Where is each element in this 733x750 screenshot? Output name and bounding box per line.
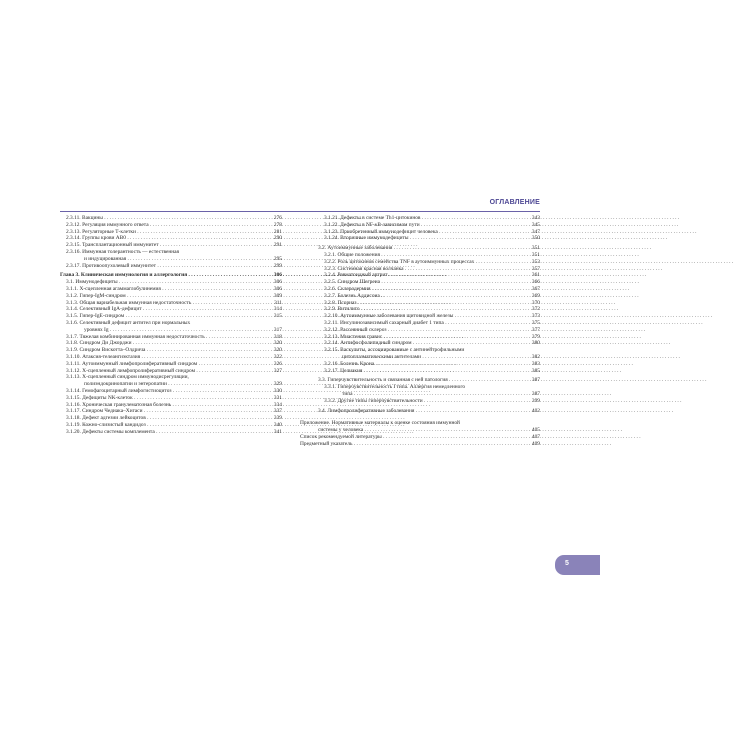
toc-entry bbox=[318, 215, 540, 222]
toc-entry bbox=[60, 242, 282, 249]
toc-entry-title: 3.1.17. Синдром Чедиака–Хигаси . . . bbox=[66, 408, 267, 415]
toc-entry-title: системы у человека . . . bbox=[318, 427, 525, 434]
toc-entry-page: 322 bbox=[273, 353, 282, 360]
toc-entry bbox=[318, 347, 540, 354]
toc-entry bbox=[60, 293, 282, 300]
toc-column-right bbox=[300, 215, 540, 448]
toc-entry-page: 379 bbox=[531, 333, 540, 340]
toc-entry bbox=[318, 354, 540, 361]
toc-entry-title: 3.1.6. Селективный дефицит антител при нормальных bbox=[66, 319, 191, 326]
toc-entry-page: 343 bbox=[531, 215, 540, 221]
toc-entry bbox=[60, 422, 282, 429]
toc-entry bbox=[60, 327, 282, 334]
toc-entry-title: 3.2.1. Общие положения . . . bbox=[324, 252, 525, 259]
toc-entry-title: 2.3.13. Регуляторные Т-клетки . . . bbox=[66, 229, 267, 236]
toc-entry-page: 340 bbox=[273, 421, 282, 428]
toc-entry-page: 387 bbox=[531, 390, 540, 397]
toc-entry bbox=[60, 215, 282, 222]
toc-entry bbox=[60, 306, 282, 313]
toc-entry-page: 350 bbox=[531, 235, 540, 242]
toc-entry bbox=[60, 381, 282, 388]
toc-entry-page: 281 bbox=[273, 228, 282, 235]
toc-entry-page: 318 bbox=[273, 333, 282, 340]
toc-entry-title: 3.1. Иммунодефициты . . . bbox=[66, 279, 267, 286]
toc-entry-page: 353 bbox=[531, 258, 540, 265]
toc-entry-page: 315 bbox=[273, 313, 282, 320]
toc-entry bbox=[318, 320, 540, 327]
toc-entry-page: 331 bbox=[273, 394, 282, 401]
toc-entry-title: 3.2.5. Синдром Шегрена . . . bbox=[324, 279, 525, 286]
toc-entry-page: 409 bbox=[531, 440, 540, 447]
toc-entry-title: 3.2.17. Целиакия . . . bbox=[324, 368, 525, 375]
toc-entry-page: 314 bbox=[273, 306, 282, 313]
toc-entry bbox=[60, 256, 282, 263]
toc-entry bbox=[60, 263, 282, 270]
toc-entry bbox=[60, 222, 282, 229]
toc-entry-title: 3.2.4. Ревматоидный артрит . . . bbox=[324, 272, 525, 279]
toc-entry-title: 3.1.12. Х-сцепленный лимфопролиферативный синдром . . . bbox=[66, 368, 267, 375]
toc-entry-title: 3.1.14. Гемофагоцитарный лимфогистиоцитоз . . . bbox=[66, 388, 267, 395]
toc-entry-page: 299 bbox=[273, 262, 282, 269]
toc-entry-title: Приложение. Нормативные материалы к оценке состояния иммунной bbox=[300, 420, 460, 427]
toc-column-left bbox=[60, 215, 282, 436]
toc-entry bbox=[60, 320, 282, 327]
toc-entry-title: полиэндокринопатии и энтеропатии . . . bbox=[84, 381, 267, 388]
toc-entry-title: 3.2.8. Псориаз . . . bbox=[324, 300, 525, 307]
toc-entry-page: 339 bbox=[273, 415, 282, 422]
toc-entry bbox=[318, 427, 540, 434]
toc-entry-page: 369 bbox=[531, 292, 540, 299]
toc-entry-title: уровнях Ig . . . bbox=[84, 327, 267, 334]
toc-entry-page: 351 bbox=[531, 251, 540, 258]
toc-entry-page: 290 bbox=[273, 235, 282, 242]
toc-entry-title: 3.1.20. Дефекты системы комплемента . . . bbox=[66, 429, 267, 436]
toc-entry-page: 345 bbox=[531, 221, 540, 228]
toc-entry-page: 329 bbox=[273, 381, 282, 388]
toc-entry-title: 3.1.24. Вторичные иммунодефициты . . . bbox=[324, 235, 525, 242]
toc-entry-title: 3.1.11. Аутоиммунный лимфопролиферативный синдром . . . bbox=[66, 361, 267, 368]
toc-entry-page: 337 bbox=[273, 408, 282, 415]
toc-entry-page: 295 bbox=[273, 255, 282, 262]
toc-entry-title: 3.3.1. Гиперчувствительность I типа. Аллергия немедленного bbox=[324, 384, 466, 391]
toc-entry-page: 377 bbox=[531, 326, 540, 333]
toc-entry bbox=[318, 384, 540, 391]
toc-entry bbox=[318, 252, 540, 259]
section-header bbox=[60, 199, 540, 212]
toc-entry-title: 3.2.14. Антифосфолипидный синдром . . . bbox=[324, 340, 525, 347]
toc-entry bbox=[60, 415, 282, 422]
toc-entry-page: 326 bbox=[273, 360, 282, 367]
toc-entry-title: цитоплазматическими антителами . . . bbox=[342, 354, 525, 361]
toc-entry-title: 3.2. Аутоиммунные заболевания . . . bbox=[318, 245, 525, 252]
toc-entry bbox=[318, 293, 540, 300]
toc-entry bbox=[60, 361, 282, 368]
toc-entry-title: 3.1.1. Х-сцепленная агаммаглобулинемия . . . bbox=[66, 286, 267, 293]
toc-entry-title: Список рекомендуемой литературы . . . bbox=[300, 434, 525, 441]
toc-entry bbox=[318, 398, 540, 405]
toc-entry bbox=[60, 279, 282, 286]
toc-entry bbox=[318, 222, 540, 229]
section-title: ОГЛАВЛЕНИЕ bbox=[489, 199, 540, 206]
toc-entry-title: 3.1.2. Гипер-IgM-синдром . . . bbox=[66, 293, 267, 300]
toc-entry-title: 3.2.11. Инсулинозависимый сахарный диабет 1 типа . . . bbox=[324, 320, 525, 327]
toc-entry bbox=[60, 286, 282, 293]
toc-entry-page: 306 bbox=[273, 272, 282, 279]
toc-entry-page: 382 bbox=[531, 353, 540, 360]
toc-entry-title: 3.1.7. Тяжелая комбинированная иммунная недостаточность . . . bbox=[66, 334, 267, 341]
toc-entry-title: 3.2.7. Болезнь Аддисона . . . bbox=[324, 293, 525, 300]
toc-entry-page: 320 bbox=[273, 340, 282, 347]
toc-entry-title: 3.1.13. Х-сцепленный синдром иммунодисрегуляции, bbox=[66, 374, 189, 381]
toc-entry-title: 3.1.15. Дефициты NK-клеток . . . bbox=[66, 395, 267, 402]
toc-entry-title: 3.1.3. Общая вариабельная иммунная недостаточность . . . bbox=[66, 300, 267, 307]
toc-entry-page: 351 bbox=[531, 245, 540, 252]
toc-entry-title: 3.1.19. Кожно-слизистый кандидоз . . . bbox=[66, 422, 267, 429]
toc-entry bbox=[60, 347, 282, 354]
toc-entry-page: 399 bbox=[531, 397, 540, 404]
toc-entry-title: 3.1.18. Дефект адгезии лейкоцитов . . . bbox=[66, 415, 267, 422]
toc-entry-title: 3.2.15. Васкулиты, ассоциированные с антинейтрофильными bbox=[324, 347, 465, 354]
toc-entry-title: 3.2.12. Рассеянный склероз . . . bbox=[324, 327, 525, 334]
toc-entry-title: 3.2.10. Аутоиммунные заболевания щитовидной железы . . . bbox=[324, 313, 525, 320]
toc-entry-page: 357 bbox=[531, 265, 540, 272]
toc-entry bbox=[300, 433, 540, 441]
toc-entry bbox=[60, 334, 282, 341]
toc-entry-title: 3.3. Гиперчувствительность и связанная с ней патология . . . bbox=[318, 377, 525, 384]
page-number-tab bbox=[555, 555, 600, 575]
toc-entry bbox=[300, 440, 540, 448]
toc-entry-title: 3.2.6. Склеродермия . . . bbox=[324, 286, 525, 293]
toc-entry-page: 347 bbox=[531, 228, 540, 235]
toc-entry bbox=[318, 313, 540, 320]
toc-entry bbox=[318, 300, 540, 307]
toc-entry-page: 383 bbox=[531, 360, 540, 367]
toc-entry bbox=[60, 429, 282, 436]
toc-entry-title: 2.3.16. Иммунная толерантность — естественная bbox=[66, 248, 179, 255]
toc-entry bbox=[318, 377, 540, 384]
toc-entry-title: 3.3.2. Другие типы гиперчувствительности . . . bbox=[324, 398, 525, 405]
toc-entry bbox=[318, 272, 540, 279]
toc-entry-page: 367 bbox=[531, 285, 540, 292]
toc-entry bbox=[60, 229, 282, 236]
toc-entry-page: 327 bbox=[273, 367, 282, 374]
toc-entry bbox=[60, 354, 282, 361]
toc-entry bbox=[300, 420, 540, 427]
toc-entry bbox=[60, 249, 282, 256]
toc-entry bbox=[318, 286, 540, 293]
toc-entry bbox=[318, 235, 540, 242]
toc-entry-page: 311 bbox=[274, 299, 282, 306]
toc-entry-title: Предметный указатель . . . bbox=[300, 441, 525, 448]
toc-entry-title: 3.1.21. Дефекты в системе Th1-цитокинов . . . bbox=[324, 215, 525, 222]
toc-entry bbox=[60, 313, 282, 320]
toc-entry-title: 2.3.14. Группы крови АВ0 . . . bbox=[66, 235, 267, 242]
toc-entry bbox=[60, 402, 282, 409]
toc-entry bbox=[318, 327, 540, 334]
toc-entry-title: 3.1.10. Атаксия-телеангиэктазия . . . bbox=[66, 354, 267, 361]
toc-entry-page: 375 bbox=[531, 319, 540, 326]
toc-entry bbox=[318, 408, 540, 415]
toc-entry-page: 317 bbox=[273, 326, 282, 333]
toc-entry-title: 3.2.9. Витилиго . . . bbox=[324, 306, 525, 313]
toc-entry bbox=[318, 391, 540, 398]
toc-entry bbox=[318, 245, 540, 252]
toc-entry-page: 306 bbox=[273, 279, 282, 286]
toc-entry bbox=[318, 361, 540, 368]
toc-entry-page: 380 bbox=[531, 340, 540, 347]
toc-entry-page: 306 bbox=[273, 285, 282, 292]
toc-entry-title: типа . . . bbox=[342, 391, 525, 398]
page-number: 5 bbox=[565, 560, 569, 567]
toc-entry-title: 3.2.13. Миастения гравис . . . bbox=[324, 334, 525, 341]
toc-entry-page: 402 bbox=[531, 407, 540, 414]
toc-entry-page: 291 bbox=[273, 242, 282, 249]
toc-entry-title: 2.3.17. Противоопухолевый иммунитет . . . bbox=[66, 263, 267, 270]
toc-entry-title: Глава 3. Клиническая иммунология и аллергология . . . bbox=[60, 272, 267, 279]
toc-entry-title: 3.2.16. Болезнь Крона . . . bbox=[324, 361, 525, 368]
toc-entry-page: 341 bbox=[273, 428, 282, 435]
toc-entry-title: 2.3.12. Регуляция иммунного ответа . . . bbox=[66, 222, 267, 229]
toc-entry-page: 334 bbox=[273, 401, 282, 408]
toc-entry-title: 3.4. Лимфопролиферативные заболевания . . . bbox=[318, 408, 525, 415]
toc-entry bbox=[318, 259, 540, 266]
toc-entry-page: 320 bbox=[273, 347, 282, 354]
toc-entry bbox=[60, 395, 282, 402]
toc-entry-page: 372 bbox=[531, 306, 540, 313]
toc-entry bbox=[60, 374, 282, 381]
toc-entry-title: 3.1.5. Гипер-IgE-синдром . . . bbox=[66, 313, 267, 320]
toc-entry-title: 3.1.9. Синдром Вискотта–Олдрича . . . bbox=[66, 347, 267, 354]
toc-entry-page: 387 bbox=[531, 377, 540, 384]
toc-entry-title: 3.1.8. Синдром Ди Джорджи . . . bbox=[66, 340, 267, 347]
toc-entry-title: 3.1.23. Приобретенный иммунодефицит человека . . . bbox=[324, 229, 525, 236]
toc-entry-title: 2.3.11. Вакцины . . . bbox=[66, 215, 267, 222]
toc-entry bbox=[318, 279, 540, 286]
toc-entry bbox=[60, 388, 282, 395]
toc-entry-title: 3.1.4. Селективный IgA-дефицит . . . bbox=[66, 306, 267, 313]
toc-entry-title: 3.2.2. Роль цитокинов семейства TNF в аутоиммунных процессах . . . bbox=[324, 259, 525, 266]
toc-entry-page: 278 bbox=[273, 221, 282, 228]
toc-entry-title: и индуцированная . . . bbox=[84, 256, 267, 263]
toc-entry-page: 276 bbox=[273, 215, 282, 221]
toc-entry-page: 407 bbox=[531, 433, 540, 440]
toc-entry-page: 370 bbox=[531, 299, 540, 306]
toc-entry-page: 405 bbox=[531, 427, 540, 434]
toc-entry-page: 373 bbox=[531, 313, 540, 320]
toc-entry-page: 330 bbox=[273, 387, 282, 394]
toc-entry bbox=[60, 340, 282, 347]
toc-entry-title: 3.1.22. Дефекты в NF-κB-зависимом пути . . . bbox=[324, 222, 525, 229]
toc-entry-title: 3.1.16. Хроническая гранулематозная болезнь . . . bbox=[66, 402, 267, 409]
toc-entry bbox=[318, 368, 540, 375]
toc-entry-title: 2.3.15. Трансплантационный иммунитет . . . bbox=[66, 242, 267, 249]
toc-entry-title: 3.2.3. Системная красная волчанка . . . bbox=[324, 266, 525, 273]
toc-entry-page: 385 bbox=[531, 367, 540, 374]
toc-entry-page: 366 bbox=[531, 279, 540, 286]
toc-entry-page: 361 bbox=[531, 272, 540, 279]
toc-entry-page: 309 bbox=[273, 292, 282, 299]
